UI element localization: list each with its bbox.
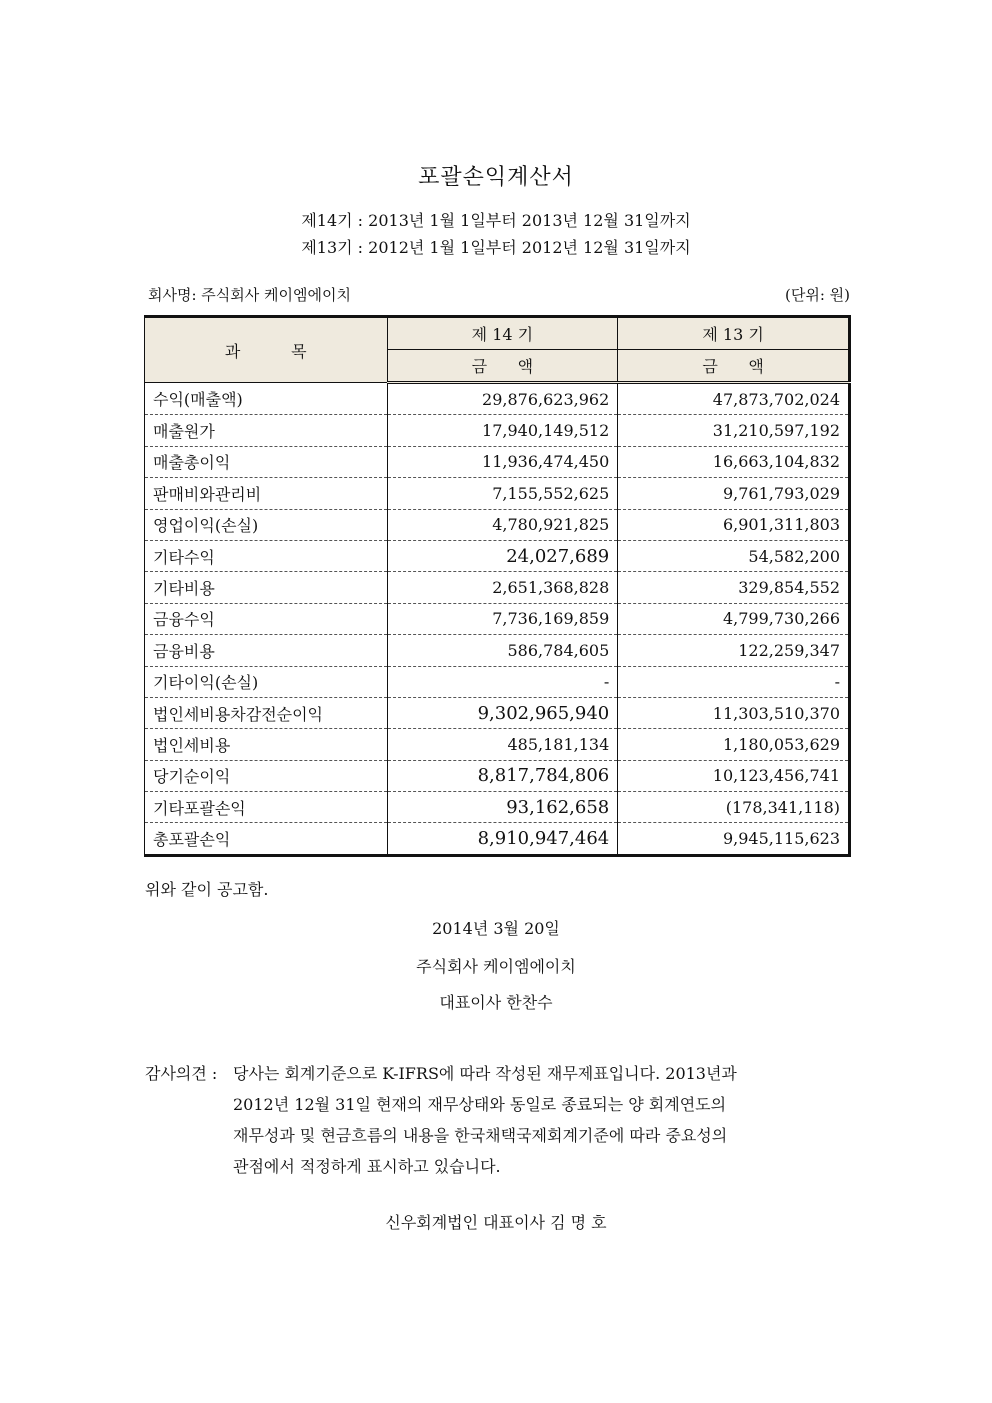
row-value-13: 122,259,347 [618,635,850,666]
table-row [145,823,850,855]
row-value-14: 93,162,658 [387,792,618,823]
header-item: 과 목 [145,317,388,383]
row-item: 영업이익(손실) [145,509,388,540]
row-value-13: 10,123,456,741 [618,760,850,791]
row-item: 기타포괄손익 [145,792,388,823]
row-item: 당기순이익 [145,760,388,791]
row-item: 기타이익(손실) [145,666,388,697]
table-row [145,509,850,540]
announcement-note: 위와 같이 공고함. [145,880,269,899]
meta-row [148,284,850,305]
table-row [145,666,850,697]
row-item: 금융비용 [145,635,388,666]
ceo-name: 대표이사 한찬수 [439,993,553,1012]
row-item: 매출총이익 [145,446,388,477]
row-item: 법인세비용차감전순이익 [145,697,388,728]
period-14-line: 제14기 : 2013년 1월 1일부터 2013년 12월 31일까지 [301,211,691,230]
row-value-13: 16,663,104,832 [618,446,850,477]
row-value-13: 31,210,597,192 [618,415,850,446]
row-value-14: 8,910,947,464 [387,823,618,855]
header-amount-13: 금 액 [618,350,850,383]
row-value-13: 54,582,200 [618,540,850,571]
row-value-14: 4,780,921,825 [387,509,618,540]
row-value-14: 11,936,474,450 [387,446,618,477]
audit-opinion-line: 2012년 12월 31일 현재의 재무상태와 동일로 종료되는 양 회계연도의 [233,1095,727,1114]
audit-opinion-line: 당사는 회계기준으로 K-IFRS에 따라 작성된 재무제표입니다. 2013년과 [233,1064,737,1083]
row-value-13: 9,761,793,029 [618,478,850,509]
audit-opinion-line: 재무성과 및 현금흐름의 내용을 한국채택국제회계기준에 따라 중요성의 [233,1126,728,1145]
row-value-13: 11,303,510,370 [618,697,850,728]
table-row [145,572,850,603]
row-value-14: 2,651,368,828 [387,572,618,603]
table-row [145,478,850,509]
table-row [145,540,850,571]
row-item: 기타수익 [145,540,388,571]
row-value-13: 4,799,730,266 [618,603,850,634]
period-13-line: 제13기 : 2012년 1월 1일부터 2012년 12월 31일까지 [301,238,691,257]
row-item: 금융수익 [145,603,388,634]
table-row [145,760,850,791]
table-row [145,697,850,728]
table-row [145,446,850,477]
table-row [145,603,850,634]
header-amount-14: 금 액 [387,350,618,383]
table-row [145,792,850,823]
table-row [145,729,850,760]
row-item: 총포괄손익 [145,823,388,855]
document-title: 포괄손익계산서 [418,165,574,190]
row-value-14: 586,784,605 [387,635,618,666]
row-value-14: 485,181,134 [387,729,618,760]
header-period-14: 제 14 기 [387,317,618,350]
audit-opinion-label: 감사의견 : [145,1064,218,1083]
row-value-14: 29,876,623,962 [387,383,618,415]
row-value-14: 7,736,169,859 [387,603,618,634]
income-statement-table [144,315,851,857]
row-value-14: 24,027,689 [387,540,618,571]
row-value-13: 329,854,552 [618,572,850,603]
header-period-13: 제 13 기 [618,317,850,350]
row-value-14: 17,940,149,512 [387,415,618,446]
row-value-14: 8,817,784,806 [387,760,618,791]
row-value-13: 9,945,115,623 [618,823,850,855]
table-row [145,415,850,446]
company-name-label: 회사명: 주식회사 케이엠에이치 [148,286,351,304]
unit-label: (단위: 원) [785,286,850,304]
company-name: 주식회사 케이엠에이치 [416,957,576,976]
row-value-14: - [387,666,618,697]
table-row [145,635,850,666]
row-value-13: 6,901,311,803 [618,509,850,540]
announcement-date: 2014년 3월 20일 [432,919,560,938]
row-item: 수익(매출액) [145,383,388,415]
row-value-13: - [618,666,850,697]
audit-opinion-text [233,1058,833,1182]
row-item: 매출원가 [145,415,388,446]
row-value-14: 9,302,965,940 [387,697,618,728]
row-item: 기타비용 [145,572,388,603]
row-value-13: 1,180,053,629 [618,729,850,760]
row-item: 법인세비용 [145,729,388,760]
row-item: 판매비와관리비 [145,478,388,509]
row-value-13: 47,873,702,024 [618,383,850,415]
auditor-signature: 신우회계법인 대표이사 김 명 호 [385,1213,607,1232]
table-row [145,383,850,415]
audit-opinion-line: 관점에서 적정하게 표시하고 있습니다. [233,1157,501,1176]
row-value-14: 7,155,552,625 [387,478,618,509]
row-value-13: (178,341,118) [618,792,850,823]
